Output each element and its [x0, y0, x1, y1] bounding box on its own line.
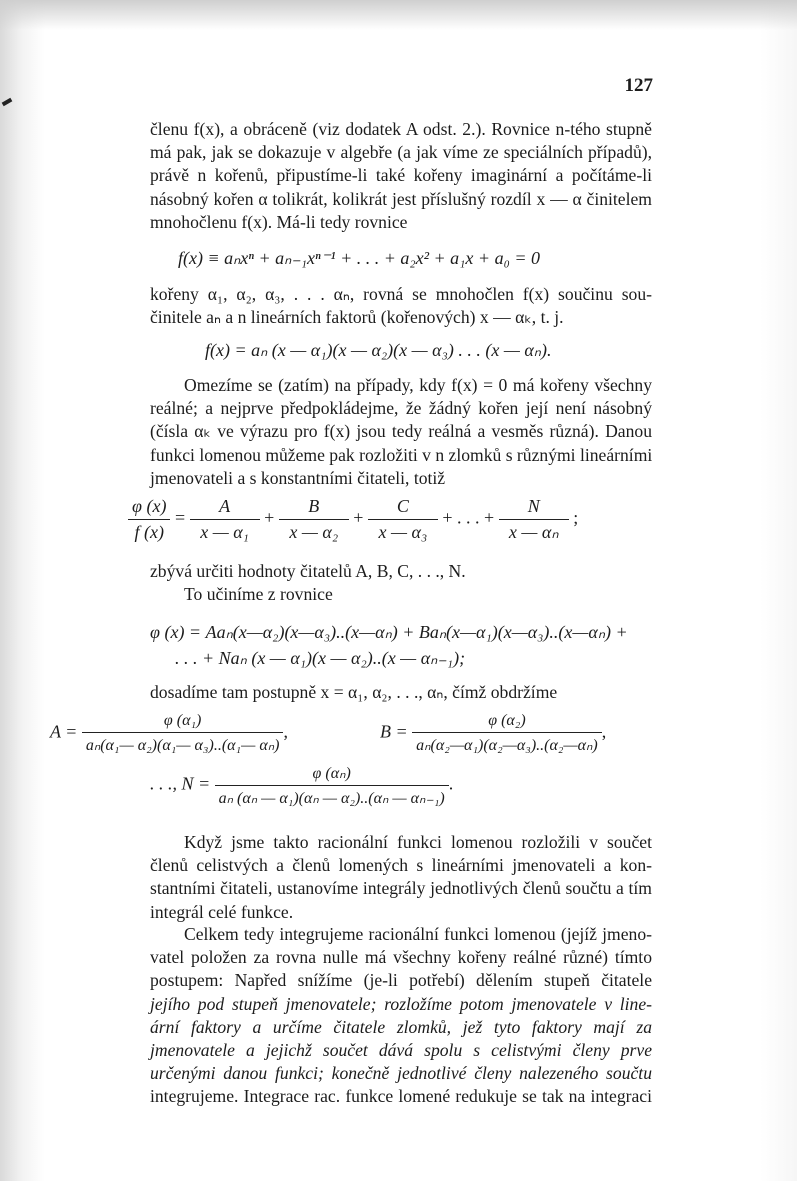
text-line: To učiníme z rovnice	[184, 584, 333, 605]
paragraph-1	[150, 118, 652, 234]
text-line: zbývá určiti hodnoty čitatelů A, B, C, . . ., N.	[150, 561, 466, 581]
text-line: má pak, jak se dokazuje v algebře (a jak víme ze speciálních případů),	[150, 142, 652, 163]
text-line: dosadíme tam postupně x = α₁, α₂, . . ., αₙ, čímž obdržíme	[150, 682, 558, 702]
text-line: Celkem tedy integrujeme racionální funkci lomenou (jejíž jmeno-	[184, 924, 652, 944]
equation-coefficient-B: B = $\frac{\text{φ (α₂)}}{\text{aₙ(α₂—α₁)(α₂—α₃)..(α₂—αₙ)}}$ ,	[380, 712, 607, 754]
paragraph-4	[150, 560, 652, 606]
text-line: činitele aₙ a n lineárních faktorů (kořenových) x — αₖ, t. j.	[150, 307, 564, 328]
text-line: integrál celé funkce.	[150, 901, 294, 922]
numerator: φ (x)	[132, 496, 167, 516]
page-shadow	[0, 0, 797, 30]
fraction	[128, 496, 170, 543]
denominator: aₙ (αₙ — α₁)(αₙ — α₂)..(αₙ — αₙ₋₁)	[215, 785, 449, 808]
text-line: postupem: Napřed snížíme (je-li potřebí) dělením stupeň čitatele	[150, 970, 652, 991]
numerator: φ (α₁)	[163, 712, 202, 729]
text-line: určenými danou funkci; konečně jednotlivé členy nalezeného součtu	[150, 1063, 652, 1084]
ellipsis: + . . . +	[442, 507, 495, 528]
equation-phi-line-1: φ (x) = Aaₙ(x—α₂)(x—α₃)..(x—αₙ) + Baₙ(x—α₁)(x—α₃)..(x—αₙ) +	[150, 622, 628, 642]
numerator: C	[396, 496, 409, 516]
fraction	[190, 496, 260, 543]
text-line: násobný kořen α tolikrát, kolikrát jest příslušný rozdíl x — α činitelem	[150, 188, 652, 209]
fraction	[412, 712, 602, 755]
text-line: stantními čitateli, ustanovíme integrály jednotlivých členů součtu a tím	[150, 878, 652, 899]
semicolon: ;	[573, 507, 579, 528]
numerator: N	[527, 496, 540, 516]
text-line: ární faktory a určíme čitatele zlomků, jež tyto faktory mají za	[150, 1016, 652, 1037]
text-line: jejího pod stupeň jmenovatele; rozložíme potom jmenovatele v line-	[150, 993, 652, 1014]
text-line: Omezíme se (zatím) na případy, kdy f(x) = 0 má kořeny všechny	[184, 375, 652, 395]
text-line: Když jsme takto racionální funkci lomenou rozložili v součet	[184, 832, 652, 852]
denominator: x — α₃	[368, 519, 438, 543]
equation-phi-line-2: . . . + Naₙ (x — α₁)(x — α₂)..(x — αₙ₋₁);	[175, 648, 466, 668]
fraction	[82, 712, 284, 755]
numerator: φ (αₙ)	[312, 765, 351, 782]
denominator: aₙ(α₁— α₂)(α₁— α₃)..(α₁— αₙ)	[82, 732, 284, 755]
fraction	[215, 763, 449, 808]
scan-mark	[2, 98, 13, 106]
paragraph-5	[150, 681, 652, 704]
label: A =	[50, 721, 78, 742]
text-line: právě n kořenů, připustíme-li také kořeny imaginární a počítáme-li	[150, 165, 652, 186]
equation-polynomial: f(x) ≡ aₙxⁿ + aₙ₋₁xⁿ⁻¹ + . . . + a₂x² + a₁x + a₀ = 0	[178, 248, 540, 268]
paragraph-7	[150, 923, 652, 1109]
fraction	[368, 496, 438, 543]
paragraph-6	[150, 831, 652, 924]
equation-partial-fractions: $\frac{\varphi (x)}{f (x)}$ = $\frac{A}{\text{x — α₁}}$ + $\frac{B}{\text{x — α₂}}$ + $\frac{C}{\text{x — α₃}}$ + . . . + $\frac{N}{\text{x — αₙ}}$ ;	[128, 496, 578, 543]
text-line: vatel položen za rovna nulle má všechny kořeny reálné různé) tímto	[150, 947, 652, 968]
paragraph-3	[150, 374, 652, 490]
text-line: jmenovatele a jejichž součet dává spolu s celistvými členy prve	[150, 1040, 652, 1061]
label: B =	[380, 721, 408, 742]
text-line: (čísla αₖ ve výrazu pro f(x) jsou tedy reálná a vesměs různá). Danou	[150, 421, 652, 442]
fraction	[499, 496, 569, 543]
text-line: členu f(x), a obráceně (viz dodatek A odst. 2.). Rovnice n-tého stupně	[150, 119, 652, 139]
label: . . ., N =	[150, 773, 211, 794]
denominator: x — αₙ	[499, 519, 569, 543]
numerator: φ (α₂)	[488, 712, 526, 729]
equation-factorization: f(x) = aₙ (x — α₁)(x — α₂)(x — α₃) . . . (x — αₙ).	[205, 340, 552, 360]
fraction	[279, 496, 349, 543]
text-line: integrujeme. Integrace rac. funkce lomené redukuje se tak na integraci	[150, 1086, 652, 1107]
text-line: kořeny α₁, α₂, α₃, . . . αₙ, rovná se mnohočlen f(x) součinu sou-	[150, 284, 652, 304]
text-line: členů celistvých a členů lomených s lineárními jmenovateli a kon-	[150, 855, 652, 876]
text-line: jmenovateli a s konstantními čitateli, totiž	[150, 467, 446, 488]
text-line: mnohočlenu f(x). Má-li tedy rovnice	[150, 211, 408, 232]
numerator: B	[308, 496, 320, 516]
equation-coefficient-N: . . ., N = $\frac{\text{φ (αₙ)}}{\text{aₙ (αₙ — α₁)(αₙ — α₂)..(αₙ — αₙ₋₁)}}$ .	[150, 765, 454, 807]
equation-coefficient-A: A = $\frac{\text{φ (α₁)}}{\text{aₙ(α₁— α₂)(α₁— α₃)..(α₁— αₙ)}}$ ,	[50, 712, 288, 754]
page-number: 127	[624, 75, 653, 96]
denominator: x — α₁	[190, 519, 260, 543]
denominator: f (x)	[128, 519, 170, 543]
numerator: A	[219, 496, 231, 516]
text-line: funkci lomenou můžeme pak rozložiti v n zlomků s různými lineárními	[150, 444, 653, 465]
paragraph-2	[150, 283, 652, 329]
denominator: aₙ(α₂—α₁)(α₂—α₃)..(α₂—αₙ)	[412, 732, 602, 755]
text-line: reálné; a nejprve předpokládejme, že žádný kořen její není násobný	[150, 398, 652, 419]
denominator: x — α₂	[279, 519, 349, 543]
